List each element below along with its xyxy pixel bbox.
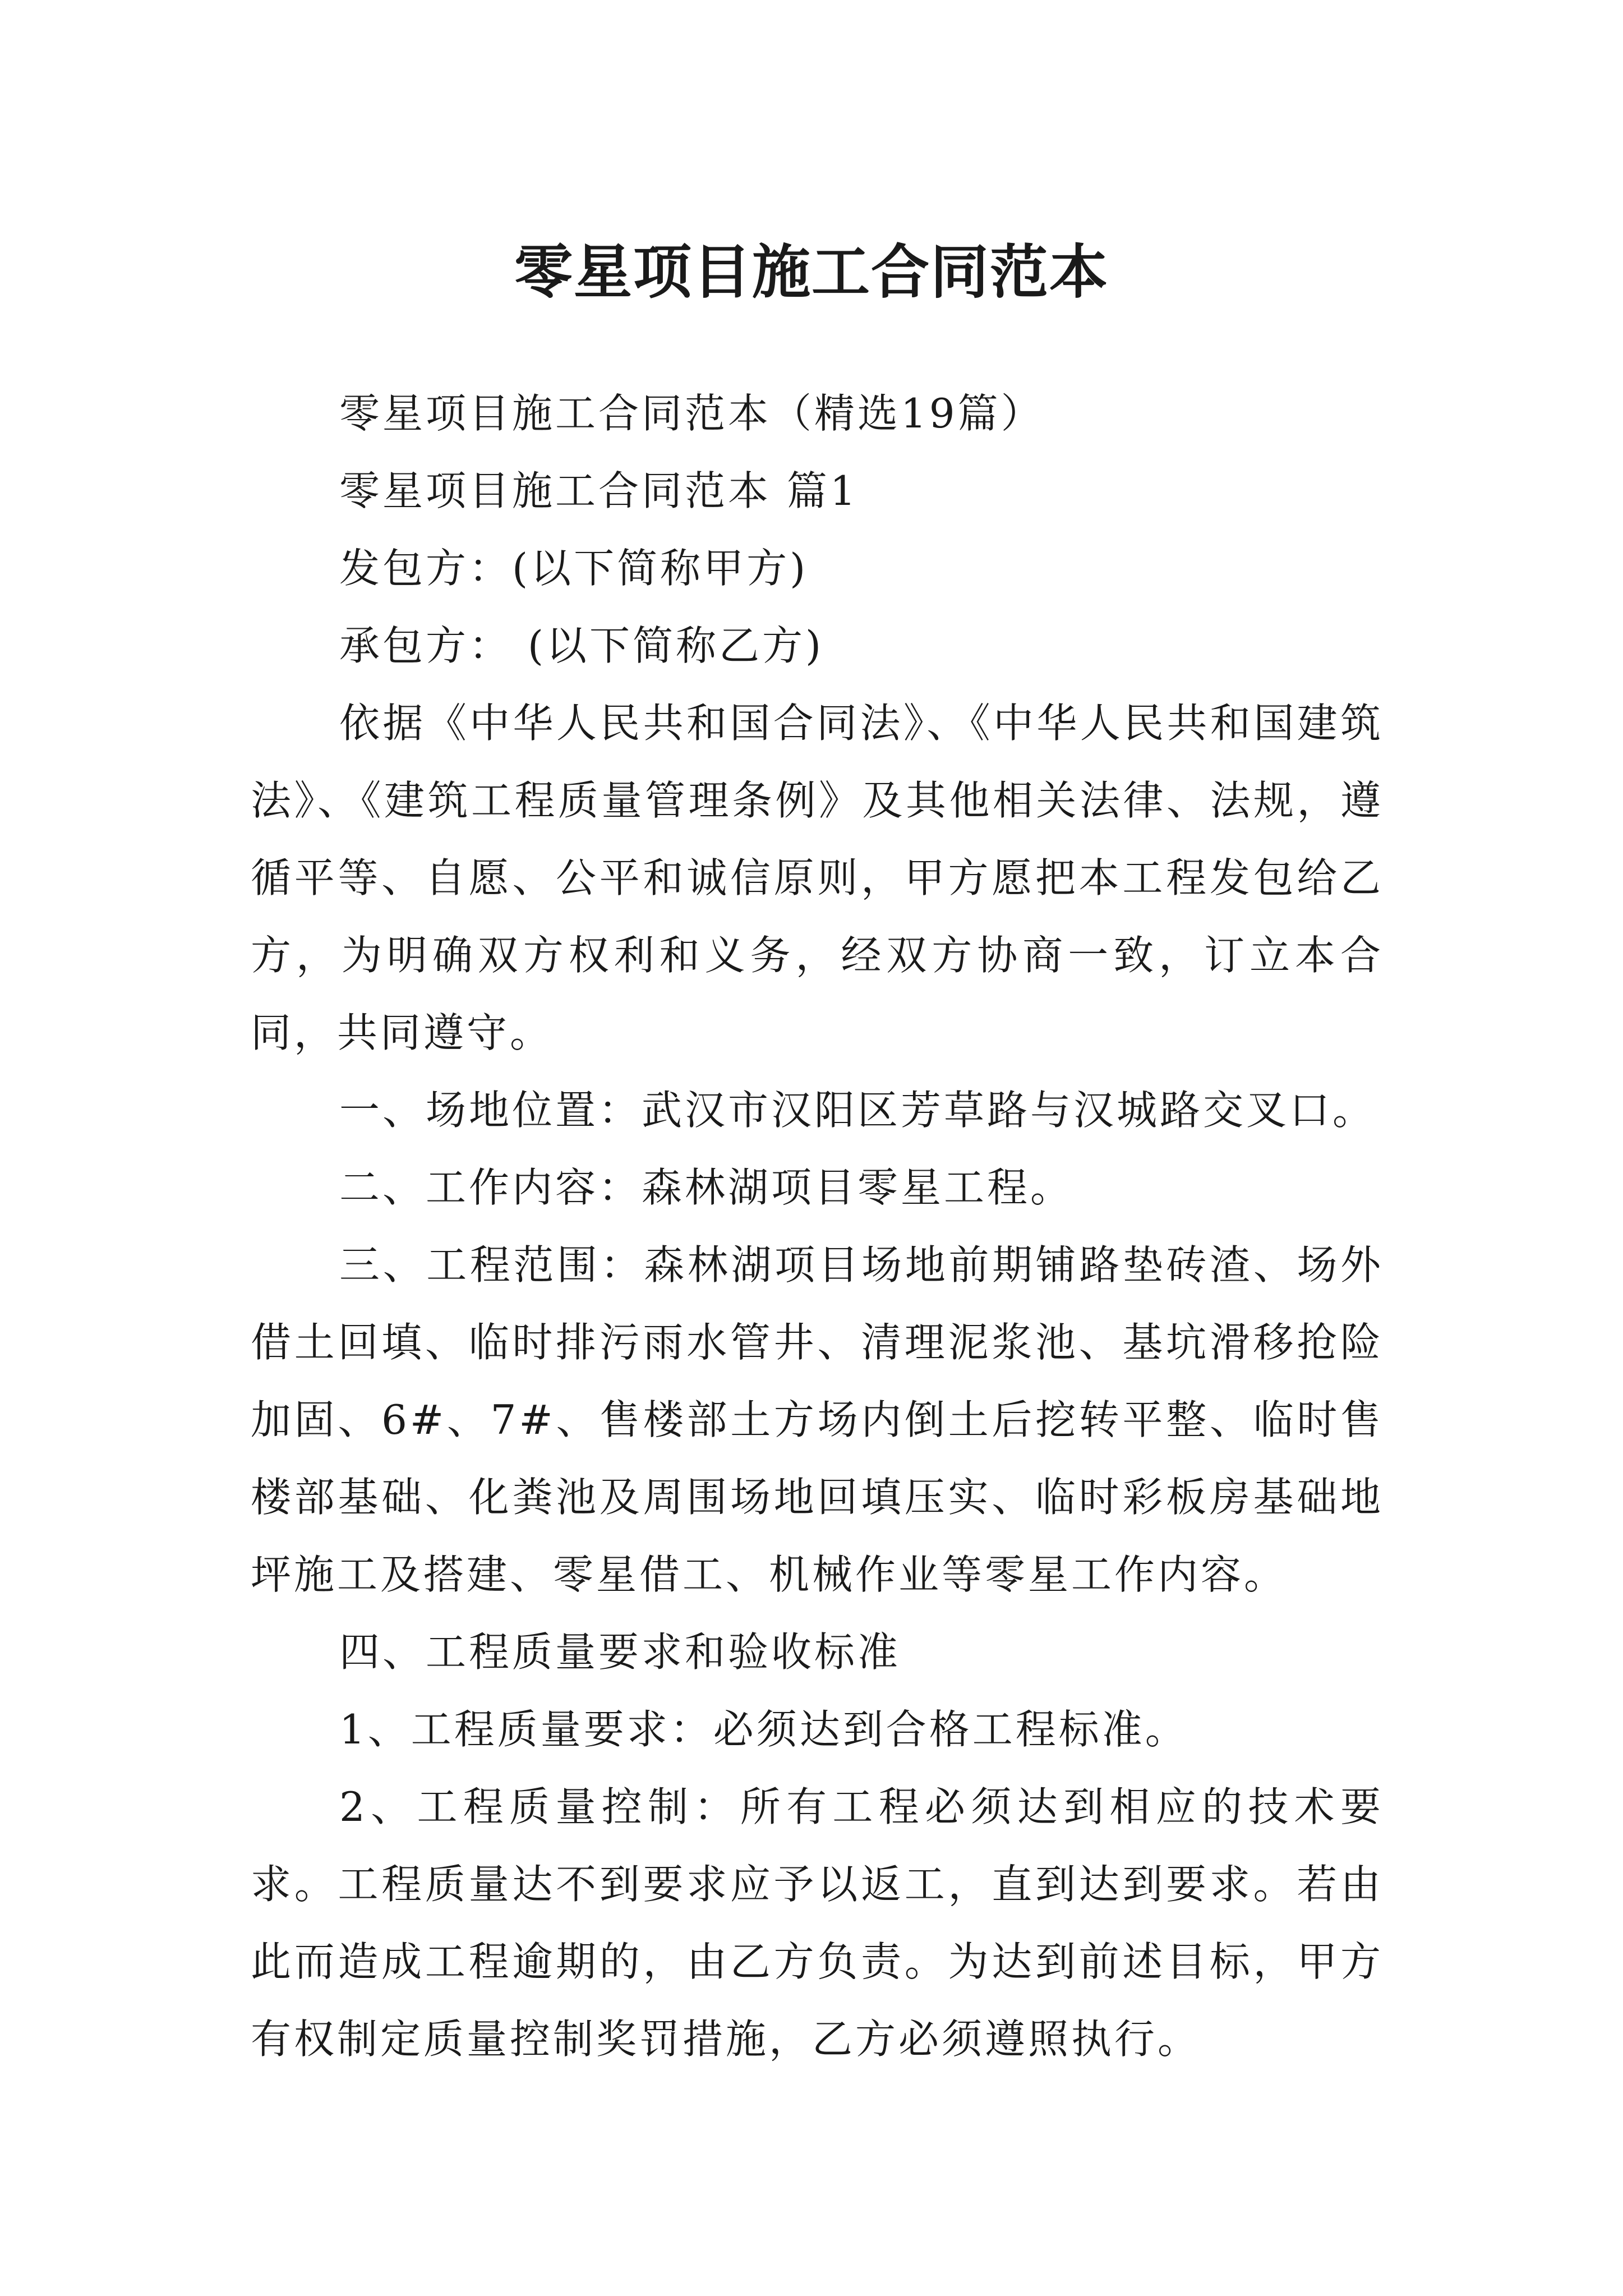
document-title: 零星项目施工合同范本 [514, 237, 1109, 306]
paragraph-quality-heading: 四、工程质量要求和验收标准 [339, 1628, 901, 1676]
paragraph-subtitle: 零星项目施工合同范本（精选19篇） [339, 390, 1044, 437]
paragraph-work-scope: 三、工程范围：森林湖项目场地前期铺路垫砖渣、场外借土回填、临时排污雨水管井、清理泥浆池、基坑滑移抢险加固、6#、7#、售楼部土方场内倒土后挖转平整、临时售楼部基础、化粪池及周围场地回填压实、临时彩板房基础地坪施工及搭建、零星借工、机械作业等零星工作内容。 [251, 1241, 1384, 1598]
paragraph-article-heading: 零星项目施工合同范本 篇1 [339, 467, 859, 514]
paragraph-preamble: 依据《中华人民共和国合同法》、《中华人民共和国建筑法》、《建筑工程质量管理条例》及其他相关法律、法规，遵循平等、自愿、公平和诚信原则，甲方愿把本工程发包给乙方，为明确双方权利和义务，经双方协商一致，订立本合同，共同遵守。 [251, 700, 1384, 1056]
paragraph-quality-control: 2、工程质量控制：所有工程必须达到相应的技术要求。工程质量达不到要求应予以返工，直到达到要求。若由此而造成工程逾期的，由乙方负责。为达到前述目标，甲方有权制定质量控制奖罚措施，乙方必须遵照执行。 [251, 1783, 1384, 2063]
paragraph-site-location: 一、场地位置：武汉市汉阳区芳草路与汉城路交叉口。 [339, 1087, 1376, 1134]
paragraph-party-b: 承包方： (以下简称乙方) [339, 622, 824, 669]
paragraph-quality-requirement: 1、工程质量要求：必须达到合格工程标准。 [339, 1706, 1188, 1753]
paragraph-work-content: 二、工作内容：森林湖项目零星工程。 [339, 1164, 1074, 1211]
paragraph-party-a: 发包方：(以下简称甲方) [339, 545, 809, 592]
document-body [251, 375, 1384, 2078]
